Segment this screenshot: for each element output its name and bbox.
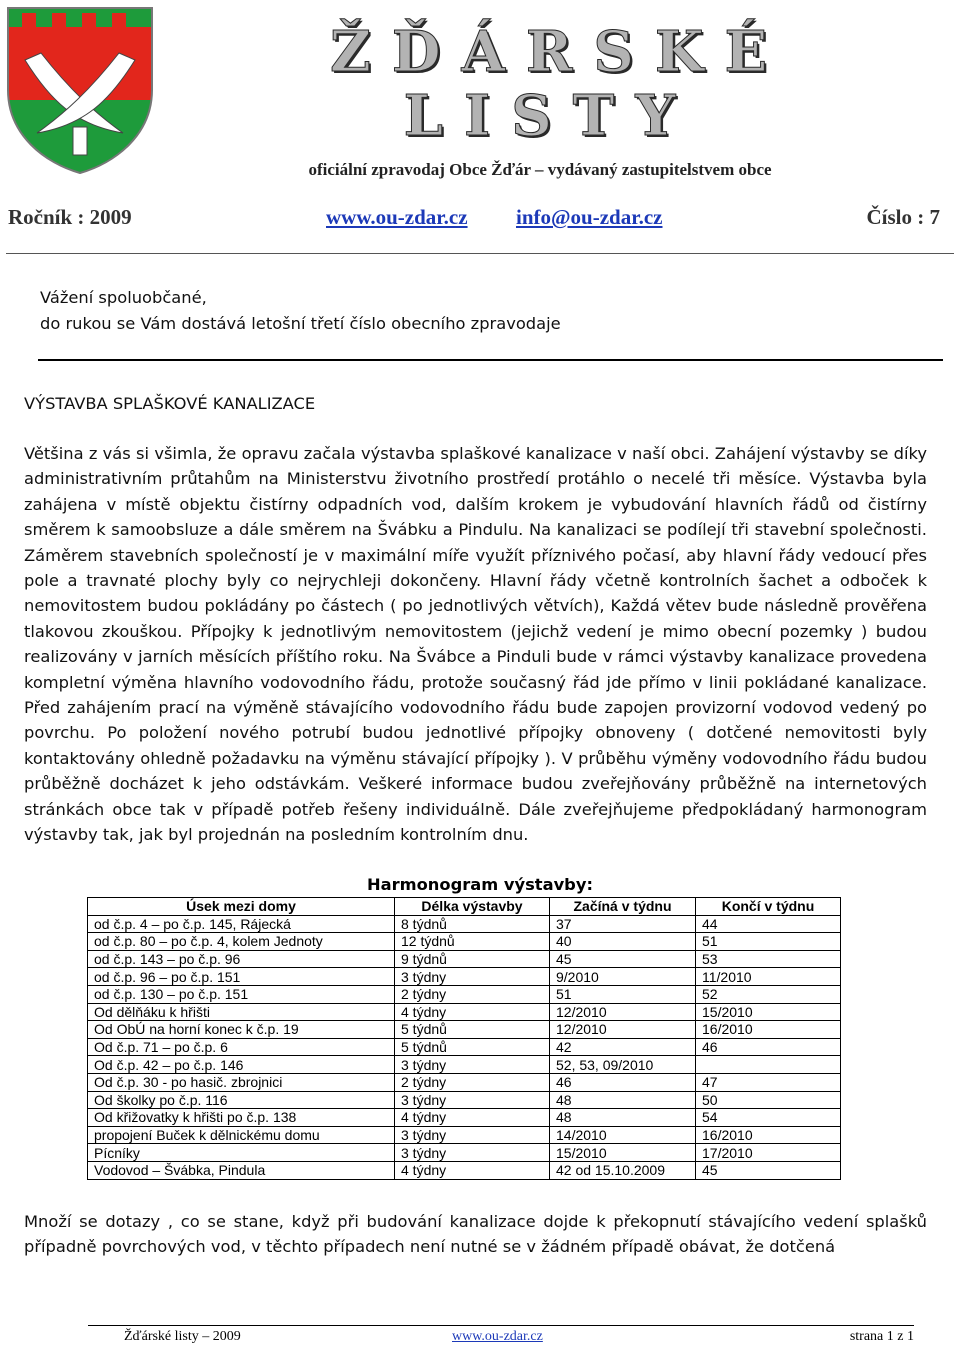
volume-year: Ročník : 2009 xyxy=(8,205,132,229)
section-divider xyxy=(38,359,943,361)
cell-duration: 3 týdny xyxy=(395,1056,550,1074)
cell-duration: 3 týdny xyxy=(395,1144,550,1162)
coat-of-arms-icon xyxy=(5,5,155,175)
cell-end-week: 15/2010 xyxy=(696,1003,841,1021)
cell-duration: 8 týdnů xyxy=(395,915,550,933)
cell-start-week: 45 xyxy=(550,950,696,968)
masthead-title-line1: ŽĎÁRSKÉ xyxy=(330,19,789,85)
schedule-title: Harmonogram výstavby: xyxy=(367,875,593,894)
cell-end-week: 47 xyxy=(696,1073,841,1091)
greeting-line1: Vážení spoluobčané, xyxy=(40,288,207,307)
issue-number: Číslo : 7 xyxy=(866,205,940,229)
table-row xyxy=(88,1091,841,1109)
cell-end-week: 44 xyxy=(696,915,841,933)
footer-publication: Žďárské listy – 2009 xyxy=(124,1329,241,1344)
table-row xyxy=(88,915,841,933)
cell-duration: 9 týdnů xyxy=(395,950,550,968)
footer-website-link[interactable]: www.ou-zdar.cz xyxy=(452,1329,543,1344)
cell-start-week: 52, 53, 09/2010 xyxy=(550,1056,696,1074)
cell-segment: od č.p. 80 – po č.p. 4, kolem Jednoty xyxy=(88,933,395,951)
cell-end-week: 51 xyxy=(696,933,841,951)
email-link[interactable]: info@ou-zdar.cz xyxy=(516,205,663,229)
cell-segment: od č.p. 130 – po č.p. 151 xyxy=(88,985,395,1003)
table-row xyxy=(88,1038,841,1056)
table-row xyxy=(88,1073,841,1091)
cell-duration: 3 týdny xyxy=(395,968,550,986)
cell-end-week: 16/2010 xyxy=(696,1126,841,1144)
cell-start-week: 37 xyxy=(550,915,696,933)
table-row xyxy=(88,950,841,968)
cell-segment: Od ObÚ na horní konec k č.p. 19 xyxy=(88,1021,395,1039)
cell-start-week: 48 xyxy=(550,1091,696,1109)
table-row xyxy=(88,1003,841,1021)
cell-segment: od č.p. 96 – po č.p. 151 xyxy=(88,968,395,986)
cell-start-week: 12/2010 xyxy=(550,1003,696,1021)
schedule-table xyxy=(87,897,841,1180)
masthead-subtitle: oficiální zpravodaj Obce Žďár – vydávaný zastupitelstvem obce xyxy=(308,160,772,179)
issue-meta-line xyxy=(8,205,940,235)
cell-segment: Od dělňáku k hřišti xyxy=(88,1003,395,1021)
schedule-header-row xyxy=(88,898,841,916)
cell-start-week: 42 od 15.10.2009 xyxy=(550,1161,696,1179)
cell-segment: Od křižovatky k hřišti po č.p. 138 xyxy=(88,1109,395,1127)
footer-page-number: strana 1 z 1 xyxy=(849,1329,914,1344)
table-row xyxy=(88,968,841,986)
cell-end-week: 17/2010 xyxy=(696,1144,841,1162)
cell-start-week: 42 xyxy=(550,1038,696,1056)
cell-end-week: 50 xyxy=(696,1091,841,1109)
table-row xyxy=(88,1144,841,1162)
closing-paragraph: Množí se dotazy , co se stane, když při budování kanalizace dojde k překopnutí stávajícího vedení splašků případně povrchových vod, v těchto případech není nutné se v žádném případě obávat, že dotčená xyxy=(24,1212,927,1257)
cell-duration: 3 týdny xyxy=(395,1126,550,1144)
table-row xyxy=(88,933,841,951)
cell-duration: 5 týdnů xyxy=(395,1038,550,1056)
column-header-segment: Úsek mezi domy xyxy=(88,898,395,916)
column-header-duration: Délka výstavby xyxy=(395,898,550,916)
greeting-line2: do rukou se Vám dostává letošní třetí číslo obecního zpravodaje xyxy=(40,314,561,333)
cell-end-week: 54 xyxy=(696,1109,841,1127)
cell-segment: od č.p. 143 – po č.p. 96 xyxy=(88,950,395,968)
table-row xyxy=(88,1109,841,1127)
column-header-end-week: Končí v týdnu xyxy=(696,898,841,916)
cell-duration: 4 týdny xyxy=(395,1003,550,1021)
cell-start-week: 51 xyxy=(550,985,696,1003)
column-header-start-week: Začíná v týdnu xyxy=(550,898,696,916)
cell-end-week: 53 xyxy=(696,950,841,968)
cell-duration: 4 týdny xyxy=(395,1109,550,1127)
greeting xyxy=(40,285,561,337)
cell-start-week: 9/2010 xyxy=(550,968,696,986)
cell-start-week: 48 xyxy=(550,1109,696,1127)
cell-end-week: 11/2010 xyxy=(696,968,841,986)
cell-start-week: 14/2010 xyxy=(550,1126,696,1144)
cell-end-week: 45 xyxy=(696,1161,841,1179)
article-body xyxy=(24,441,927,848)
article-paragraph: Většina z vás si všimla, že opravu začala výstavba splaškové kanalizace v naší obci. Zahájení výstavby se díky administrativním průtahům na Ministerstvu životního prostředí protáhlo o necelé tři měsíce. Výstavba byla zahájena v místě objektu čistírny odpadních vod, dalším krokem je vybudování hlavních řádů od čistírny směrem k samoobsluze a dále směrem na Švábku a Pindulu. Na kanalizaci se podílejí tři stavební společnosti. Záměrem stavebních společností je v maximální míře využít příznivého počasí, aby hlavní řády vedoucí přes pole a travnaté plochy byly co nejrychleji dokončeny. Hlavní řády včetně kontrolních šachet a odboček k nemovitostem budou pokládány po částech ( po jednotlivých větvích), Každá větev bude následně prověřena tlakovou zkouškou. Přípojky k jednotlivým nemovitostem (jejichž vedení je mimo obecní pozemky ) budou realizovány v jarních měsících příštího roku. Na Švábce a Pinduli bude v rámci výstavby kanalizace provedena kompletní výměna hlavního vodovodního řádu, protože současný řád jde přímo v linii pokládané kanalizace. Před zahájením prací na výměně stávajícího vodovodního řádu bude zapojen provizorní vodovod vedený po povrchu. Po položení nového potrubí budou jednotlivé přípojky obnoveny ( dotčené nemovitosti byly kontaktovány ohledně požadavku na výměnu stávající přípojky ). V průběhu výměny vodovodního řádu budou průběžně docházet k jeho odstávkám. Veškeré informace budou zveřejňovány průběžně na internetových stránkách obce tak v případě potřeb řešeny individuálně. Dále zveřejňujeme předpokládaný harmonogram výstavby tak, jak byl projednán na posledním kontrolním dnu. xyxy=(24,444,927,845)
footer-divider xyxy=(88,1325,914,1326)
cell-duration: 3 týdny xyxy=(395,1091,550,1109)
cell-segment: Pícníky xyxy=(88,1144,395,1162)
cell-segment: Vodovod – Švábka, Pindula xyxy=(88,1161,395,1179)
table-row xyxy=(88,1161,841,1179)
masthead-title-line2: LISTY xyxy=(403,83,697,149)
cell-segment: Od č.p. 71 – po č.p. 6 xyxy=(88,1038,395,1056)
table-row xyxy=(88,1021,841,1039)
cell-segment: Od č.p. 30 - po hasič. zbrojnici xyxy=(88,1073,395,1091)
table-row xyxy=(88,1056,841,1074)
table-row xyxy=(88,1126,841,1144)
cell-duration: 5 týdnů xyxy=(395,1021,550,1039)
cell-end-week: 46 xyxy=(696,1038,841,1056)
header-divider xyxy=(6,253,954,254)
cell-end-week: 16/2010 xyxy=(696,1021,841,1039)
website-link[interactable]: www.ou-zdar.cz xyxy=(326,205,468,229)
cell-segment: propojení Buček k dělnickému domu xyxy=(88,1126,395,1144)
table-row xyxy=(88,985,841,1003)
cell-start-week: 40 xyxy=(550,933,696,951)
cell-segment: Od č.p. 42 – po č.p. 146 xyxy=(88,1056,395,1074)
cell-start-week: 12/2010 xyxy=(550,1021,696,1039)
cell-duration: 2 týdny xyxy=(395,1073,550,1091)
masthead-title xyxy=(330,19,789,149)
cell-end-week xyxy=(696,1056,841,1074)
section-heading: VÝSTAVBA SPLAŠKOVÉ KANALIZACE xyxy=(24,394,316,413)
cell-segment: Od školky po č.p. 116 xyxy=(88,1091,395,1109)
cell-duration: 2 týdny xyxy=(395,985,550,1003)
cell-start-week: 15/2010 xyxy=(550,1144,696,1162)
cell-segment: od č.p. 4 – po č.p. 145, Rájecká xyxy=(88,915,395,933)
cell-duration: 12 týdnů xyxy=(395,933,550,951)
cell-duration: 4 týdny xyxy=(395,1161,550,1179)
cell-start-week: 46 xyxy=(550,1073,696,1091)
cell-end-week: 52 xyxy=(696,985,841,1003)
